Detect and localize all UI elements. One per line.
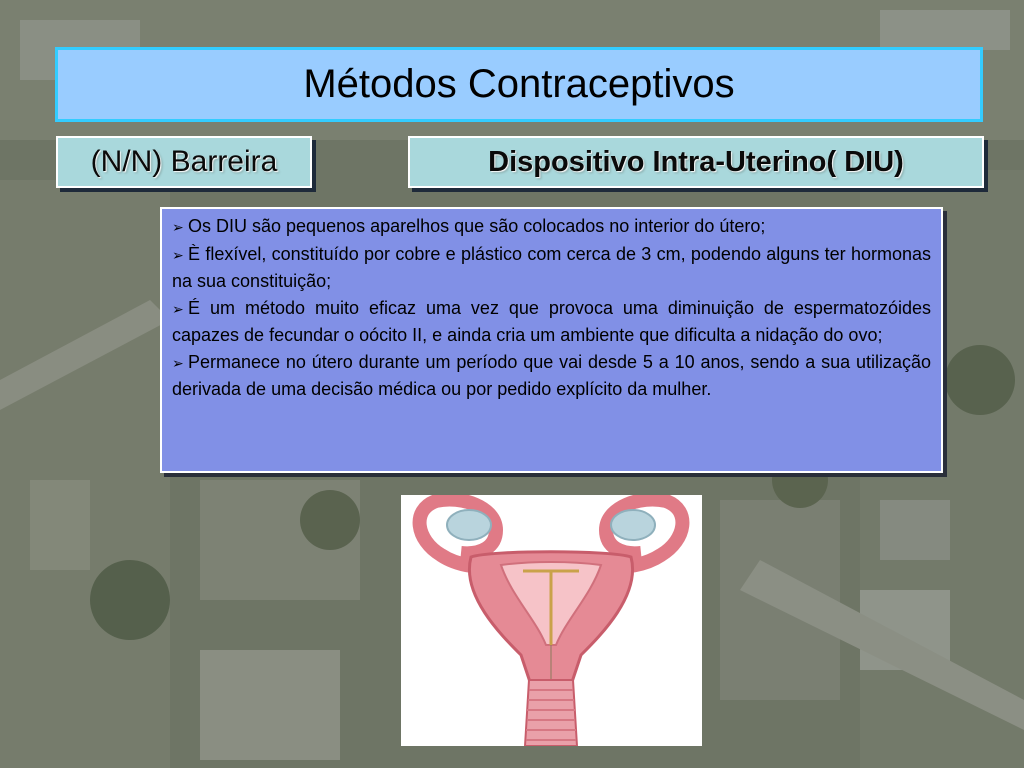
tab-barreira-label: (N/N) Barreira bbox=[90, 145, 278, 178]
uterus-iud-illustration bbox=[401, 495, 702, 746]
slide-title-box bbox=[55, 47, 983, 122]
tab-barreira[interactable] bbox=[56, 136, 312, 188]
arrow-bullet-icon: ➢ bbox=[172, 246, 184, 263]
content-box bbox=[160, 207, 943, 473]
arrow-bullet-icon: ➢ bbox=[172, 300, 184, 317]
list-item: ➢ Permanece no útero durante um período que vai desde 5 a 10 anos, sendo a sua utilização derivada de uma decisão médica ou por pedido explícito da mulher. bbox=[172, 351, 931, 399]
tab-diu-label: Dispositivo Intra-Uterino( DIU) bbox=[488, 145, 904, 178]
arrow-bullet-icon: ➢ bbox=[172, 219, 184, 235]
uterus-icon bbox=[401, 495, 702, 746]
list-item: ➢ È flexível, constituído por cobre e plástico com cerca de 3 cm, podendo alguns ter hormonas na sua constituição; bbox=[172, 243, 931, 291]
arrow-bullet-icon: ➢ bbox=[172, 354, 184, 371]
tab-diu[interactable] bbox=[408, 136, 984, 188]
list-item: ➢ É um método muito eficaz uma vez que provoca uma diminuição de espermatozóides capazes de fecundar o oócito II, e ainda cria um ambiente que dificulta a nidação do ovo; bbox=[172, 297, 931, 345]
slide-title: Métodos Contraceptivos bbox=[303, 62, 735, 106]
list-item: ➢ Os DIU são pequenos aparelhos que são colocados no interior do útero; bbox=[172, 213, 931, 241]
